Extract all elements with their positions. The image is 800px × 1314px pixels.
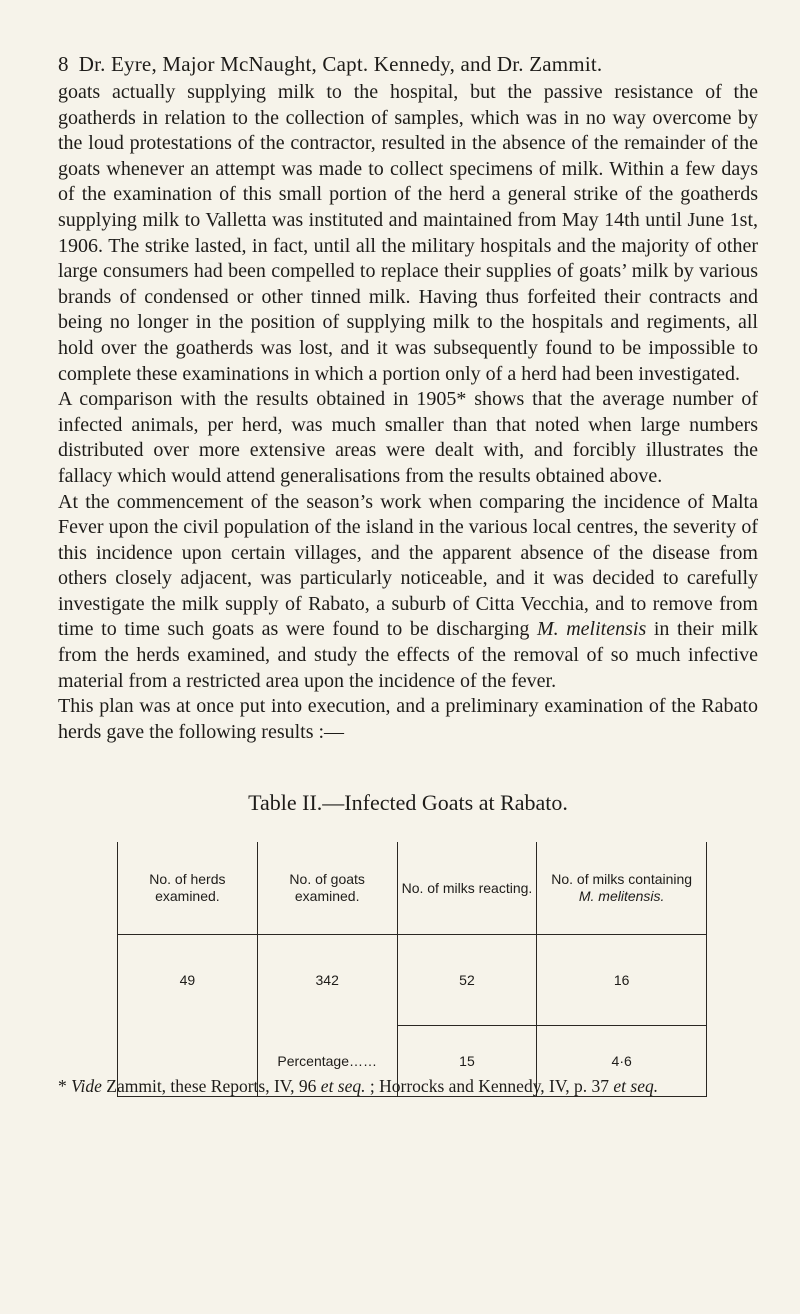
paragraph-1: goats actually supplying milk to the hospital, but the passive resistance of the goatherds in relation to the collection of samples, which was in no way overcome by the loud protestations of the contractor, resulted in the absence of the remainder of the goats whenever an attempt was made to collect specimens of milk. Within a few days of the examination of this small portion of the herd a general strike of the goatherds supplying milk to Valletta was instituted and maintained from May 14th until June 1st, 1906. The strike lasted, in fact, until all the military hospitals and the majority of other large consumers had been compelled to replace their supplies of goats’ milk by various brands of condensed or other tinned milk. Having thus forfeited their contracts and being no longer in the position of supplying milk to the hospitals and regiments, all hold over the goatherds was lost, and it was subsequently found to be impossible to complete these examinations in which a portion only of a herd had been investigated. — [58, 81, 758, 385]
footnote-marker: * — [58, 1076, 72, 1096]
body-text — [58, 80, 758, 745]
footnote — [58, 1075, 758, 1098]
cell-herds: 49 — [118, 935, 258, 1026]
header-milks-reacting: No. of milks reacting. — [397, 842, 537, 935]
infected-goats-table — [117, 842, 707, 1097]
header-milks-containing: No. of milks containing M. melitensis. — [537, 842, 707, 935]
table-title: Table II.—Infected Goats at Rabato. — [248, 790, 568, 815]
cell-percentage-label: Percentage…… — [257, 1026, 397, 1097]
species-name: M. melitensis — [536, 618, 647, 641]
header-herds: No. of herds examined. — [118, 842, 258, 935]
footnote-et-seq-2: et seq. — [613, 1076, 659, 1096]
paragraph-3-text-a: At the commencement of the season’s work when comparing the incidence of Malta Fever upon the civil population of the island in the various local centres, the severity of this incidence upon certain villages, and the apparent absence of the disease from others closely adjacent, was particularly noticeable, and it was decided to carefully investigate the milk supply of Rabato, a suburb of Citta Vecchia, and to remove from time to time such goats as were found to be discharging — [58, 490, 758, 641]
header-species: M. melitensis. — [578, 888, 665, 904]
running-head-authors: Dr. Eyre, Major McNaught, Capt. Kennedy, and Dr. Zammit. — [78, 52, 603, 76]
page-number: 8 — [58, 52, 69, 76]
footnote-et-seq-1: et seq. — [320, 1076, 366, 1096]
paragraph-4: This plan was at once put into execution, and a preliminary examination of the Rabato herds gave the following results :— — [58, 695, 758, 743]
cell-milks-containing: 16 — [537, 935, 707, 1026]
footnote-text-1: Zammit, these Reports, IV, 96 — [101, 1076, 321, 1096]
table-header-row — [118, 842, 707, 935]
footnote-vide: Vide — [71, 1076, 102, 1096]
cell-milks-reacting: 52 — [397, 935, 537, 1026]
cell-goats: 342 — [257, 935, 397, 1026]
running-head — [58, 52, 758, 77]
header-goats: No. of goats examined. — [257, 842, 397, 935]
paragraph-2: A comparison with the results obtained in 1905* shows that the average number of infected animals, per herd, was much smaller than that noted when large numbers distributed over more extensive areas were dealt with, and forcibly illustrates the fallacy which would attend generalisations from the results obtained above. — [58, 388, 758, 487]
footnote-text-2: ; Horrocks and Kennedy, IV, p. 37 — [365, 1076, 614, 1096]
table-row — [118, 935, 707, 1026]
cell-pct-containing: 4·6 — [537, 1026, 707, 1097]
paragraph-3 — [58, 490, 758, 695]
paragraph-3-text-b: in their milk from the herds examined, and study the effects of the removal of so much infective material from a restricted area upon the incidence of the fever. — [58, 618, 758, 692]
cell-pct-reacting: 15 — [397, 1026, 537, 1097]
